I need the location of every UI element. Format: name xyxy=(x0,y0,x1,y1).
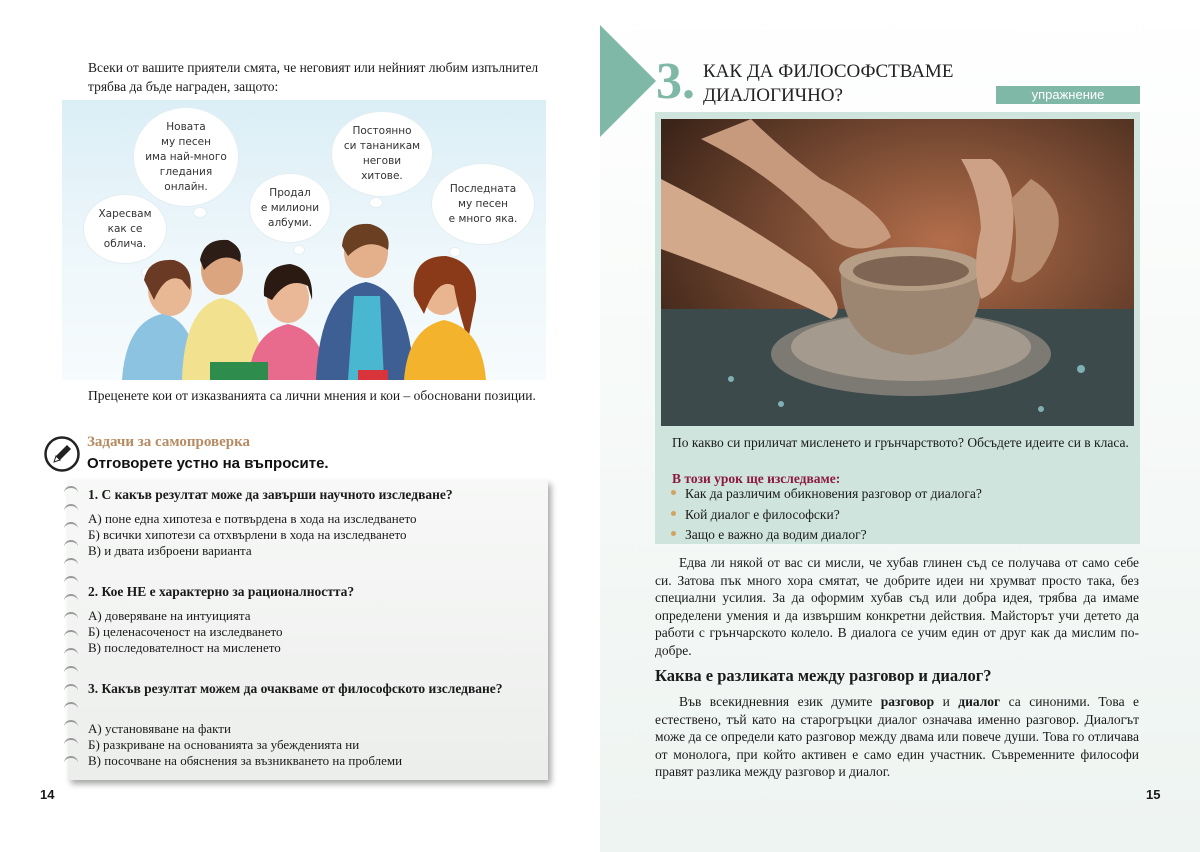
answer-option: А) доверяване на интуицията xyxy=(88,608,251,623)
question-1: 1. С какъв резултат може да завърши научното изследване? xyxy=(88,487,453,502)
answer-option: Б) разкриване на основанията за убежденията ни xyxy=(88,737,360,752)
exercise-badge: упражнение xyxy=(996,86,1140,104)
lesson-item: Как да различим обикновения разговор от диалога? xyxy=(685,486,982,502)
page-number: 15 xyxy=(1146,787,1161,802)
speech-bubble: Продал е милиони албуми. xyxy=(250,174,330,242)
answer-option: А) установяване на факти xyxy=(88,721,231,736)
lesson-item: Защо е важно да водим диалог? xyxy=(685,527,867,543)
answer-option: В) и двата изброени варианта xyxy=(88,543,252,558)
bullet-icon xyxy=(671,490,676,495)
lesson-item: Кой диалог е философски? xyxy=(685,507,840,523)
intro-text: Всеки от вашите приятели смята, че неговият или нейният любим изпълнител трябва да бъде награден, защото: xyxy=(88,60,539,94)
bullet-icon xyxy=(671,511,676,516)
pottery-photo xyxy=(661,119,1134,426)
answer-option: В) посочване на обяснения за възникването на проблеми xyxy=(88,753,403,768)
task-title: Задачи за самопроверка xyxy=(87,434,251,450)
chapter-triangle xyxy=(600,25,656,137)
section-heading: Каква е разликата между разговор и диалог? xyxy=(655,666,992,685)
lesson-box xyxy=(655,112,1140,544)
notepad-rings xyxy=(64,486,78,776)
question-2: 2. Кое НЕ е характерно за рационалността? xyxy=(88,584,355,599)
answer-option: Б) всички хипотези са отхвърлени в хода на изследването xyxy=(88,527,407,542)
chapter-number: 3. xyxy=(656,53,695,110)
task-subtitle: Отговорете устно на въпросите. xyxy=(87,455,329,472)
pencil-icon xyxy=(44,436,80,472)
body-paragraph-2: Във всекидневния език думите разговор и диалог са синоними. Това е естествено, тъй като на старогръцки диалог означава именно разговор. Диалогът може да се определи като разговор между двама или повече души. Това го отличава от монолога, при който активен е само един участник. Съвременните философи правят разлика между разговор и диалог. xyxy=(655,694,1139,779)
questions-notepad xyxy=(68,480,548,780)
answer-option: А) поне една хипотеза е потвърдена в хода на изследването xyxy=(88,511,417,526)
friends-illustration xyxy=(62,100,546,380)
speech-bubble: Постоянно си тананикам негови хитове. xyxy=(332,112,432,196)
friends-group-image xyxy=(62,100,546,380)
page-number: 14 xyxy=(40,787,55,802)
chapter-title: КАК ДА ФИЛОСОФСТВАМЕ ДИАЛОГИЧНО? xyxy=(703,61,954,106)
right-page xyxy=(600,0,1200,852)
photo-prompt: По какво си приличат мисленето и грънчарството? Обсъдете идеите си в класа. xyxy=(672,435,1129,450)
speech-bubble: Последната му песен е много яка. xyxy=(432,164,534,244)
illustration-caption: Преценете кои от изказванията са лични мнения и кои – обосновани позиции. xyxy=(88,388,536,403)
answer-option: Б) целенасоченост на изследването xyxy=(88,624,283,639)
speech-bubble: Харесвам как се облича. xyxy=(84,195,166,263)
body-paragraph-1: Едва ли някой от вас си мисли, че хубав глинен съд се получава от само себе си. Затова пък много хора смятат, че добрите идеи ни хрумват просто така, без специални усилия. За да оформим хубав съд или добра идея, трябва да имаме определени умения и да извършим конкретни действия. Майсторът учи детето да работи с грънчарското колело. В диалога се учим един от друг как да мислим по-добре. xyxy=(655,555,1139,658)
question-3: 3. Какъв резултат можем да очакваме от философското изследване? xyxy=(88,681,503,696)
speech-bubble: Новата му песен има най-много гледания онлайн. xyxy=(134,108,238,206)
answer-option: В) последователност на мисленето xyxy=(88,640,281,655)
lesson-heading: В този урок ще изследваме: xyxy=(672,471,841,486)
bullet-icon xyxy=(671,531,676,536)
